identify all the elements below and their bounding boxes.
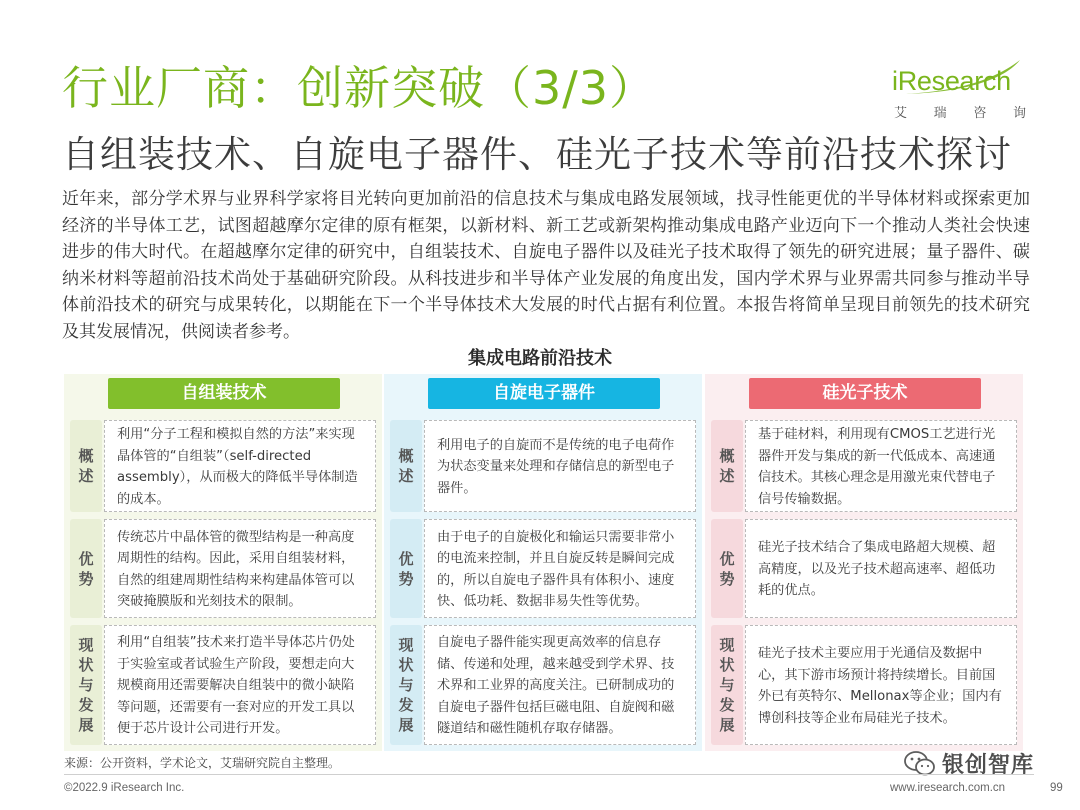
label-char: 述 — [719, 467, 735, 485]
column-self-assembly — [64, 374, 382, 751]
row-label-status — [711, 625, 743, 745]
row-label-overview — [390, 420, 422, 512]
label-char: 现 — [719, 636, 735, 654]
row-label-advantage — [70, 519, 102, 618]
label-char: 展 — [398, 716, 414, 734]
copyright: ©2022.9 iResearch Inc. — [64, 782, 185, 794]
overview-cell — [104, 420, 376, 512]
page-subtitle: 自组装技术、自旋电子器件、硅光子技术等前沿技术探讨 — [62, 133, 1012, 176]
label-char: 概 — [398, 447, 414, 465]
label-char: 述 — [78, 467, 94, 485]
logo-cn-char: 咨 — [973, 106, 987, 121]
label-char: 展 — [719, 716, 735, 734]
label-char: 状 — [719, 656, 735, 674]
overview-text: 基于硅材料，利用现有CMOS工艺进行光器件开发与集成的新一代低成本、高速通信技术。其核心理念是用激光束代替电子信号传输数据。 — [758, 427, 996, 507]
row-label-overview — [70, 420, 102, 512]
logo-cn-char: 瑞 — [933, 106, 947, 121]
label-char: 发 — [398, 696, 414, 714]
column-silicon-photonics — [705, 374, 1023, 751]
status-cell — [745, 625, 1017, 745]
label-char: 与 — [78, 676, 94, 694]
label-char: 优 — [78, 549, 94, 568]
page-title: 行业厂商：创新突破（3/3） — [62, 61, 657, 115]
label-char: 势 — [78, 569, 94, 588]
status-text: 自旋电子器件能实现更高效率的信息存储、传递和处理，越来越受到学术界、技术界和工业界的高度关注。已研制成功的自旋电子器件包括巨磁电阻、自旋阀和磁隧道结和磁性随机存取存储器。 — [437, 635, 675, 737]
advantage-text: 由于电子的自旋极化和输运只需要非常小的电流来控制，并且自旋反转是瞬间完成的，所以自旋电子器件具有体积小、速度快、低功耗、数据非易失性等优势。 — [437, 529, 675, 609]
row-label-status — [390, 625, 422, 745]
row-label-advantage — [711, 519, 743, 618]
label-char: 述 — [398, 467, 414, 485]
row-label-status — [70, 625, 102, 745]
watermark-text: 银创智库 — [942, 753, 1035, 778]
column-header: 硅光子技术 — [749, 378, 981, 409]
advantage-cell — [424, 519, 696, 618]
intro-paragraph: 近年来，部分学术界与业界科学家将目光转向更加前沿的信息技术与集成电路发展领域，找寻性能更优的半导体材料或探索更加经济的半导体工艺，试图超越摩尔定律的原有框架，以新材料、新工艺或新架构推动集成电路产业迈向下一个推动人类社会快速进步的伟大时代。在超越摩尔定律的研究中，自组装技术、自旋电子器件以及硅光子技术取得了领先的研究进展；量子器件、碳纳米材料等超前沿技术尚处于基础研究阶段。从科技进步和半导体产业发展的角度出发，国内学术界与业界需共同参与推动半导体前沿技术的研究与成果转化，以期能在下一个半导体技术大发展的时代占据有利位置。本报告将简单呈现目前领先的技术研究及其发展情况，供阅读者参考。 — [62, 189, 1030, 342]
row-label-advantage — [390, 519, 422, 618]
column-spintronics — [384, 374, 702, 751]
status-cell — [424, 625, 696, 745]
logo-cn-char: 询 — [1012, 106, 1026, 121]
label-char: 状 — [78, 656, 94, 674]
logo-text: iResearch — [892, 66, 1011, 96]
label-char: 概 — [719, 447, 735, 465]
label-char: 现 — [398, 636, 414, 654]
page-number: 99 — [1050, 782, 1063, 794]
label-char: 势 — [398, 569, 414, 588]
label-char: 与 — [398, 676, 414, 694]
advantage-text: 硅光子技术结合了集成电路超大规模、超高精度，以及光子技术超高速率、超低功耗的优点。 — [758, 540, 996, 599]
overview-text: 利用电子的自旋而不是传统的电子电荷作为状态变量来处理和存储信息的新型电子器件。 — [437, 437, 675, 496]
column-header: 自旋电子器件 — [428, 378, 660, 409]
label-char: 概 — [78, 447, 94, 465]
status-text: 硅光子技术主要应用于光通信及数据中心，其下游市场预计将持续增长。目前国外已有英特尔、Mellonax等企业；国内有博创科技等企业布局硅光子技术。 — [758, 646, 1002, 726]
overview-cell — [745, 420, 1017, 512]
row-label-overview — [711, 420, 743, 512]
label-char: 优 — [719, 549, 735, 568]
column-header: 自组装技术 — [108, 378, 340, 409]
logo-cn-char: 艾 — [894, 106, 908, 121]
label-char: 展 — [78, 716, 94, 734]
iresearch-logo — [888, 58, 1028, 128]
overview-text: 利用“分子工程和模拟自然的方法”来实现晶体管的“自组装”（self-directed assembly），从而极大的降低半导体制造的成本。 — [117, 427, 358, 507]
label-char: 发 — [78, 696, 94, 714]
status-text: 利用“自组装”技术来打造半导体芯片仍处于实验室或者试验生产阶段，要想走向大规模商用还需要解决自组装中的微小缺陷等问题，还需要有一套对应的开发工具以便于芯片设计公司进行开发。 — [117, 635, 355, 737]
advantage-cell — [104, 519, 376, 618]
logo-cn — [894, 102, 1026, 121]
advantage-text: 传统芯片中晶体管的微型结构是一种高度周期性的结构。因此，采用自组装材料，自然的组建周期性结构来构建晶体管可以突破掩膜版和光刻技术的限制。 — [117, 529, 355, 609]
overview-cell — [424, 420, 696, 512]
advantage-cell — [745, 519, 1017, 618]
website-link[interactable]: www.iresearch.com.cn — [890, 782, 1006, 794]
label-char: 与 — [719, 676, 735, 694]
label-char: 势 — [719, 569, 735, 588]
source-note: 来源：公开资料，学术论文，艾瑞研究院自主整理。 — [64, 756, 341, 770]
label-char: 状 — [398, 656, 414, 674]
status-cell — [104, 625, 376, 745]
section-title: 集成电路前沿技术 — [468, 348, 612, 369]
label-char: 发 — [719, 696, 735, 714]
label-char: 优 — [398, 549, 414, 568]
label-char: 现 — [78, 636, 94, 654]
footer-divider — [64, 774, 1034, 775]
